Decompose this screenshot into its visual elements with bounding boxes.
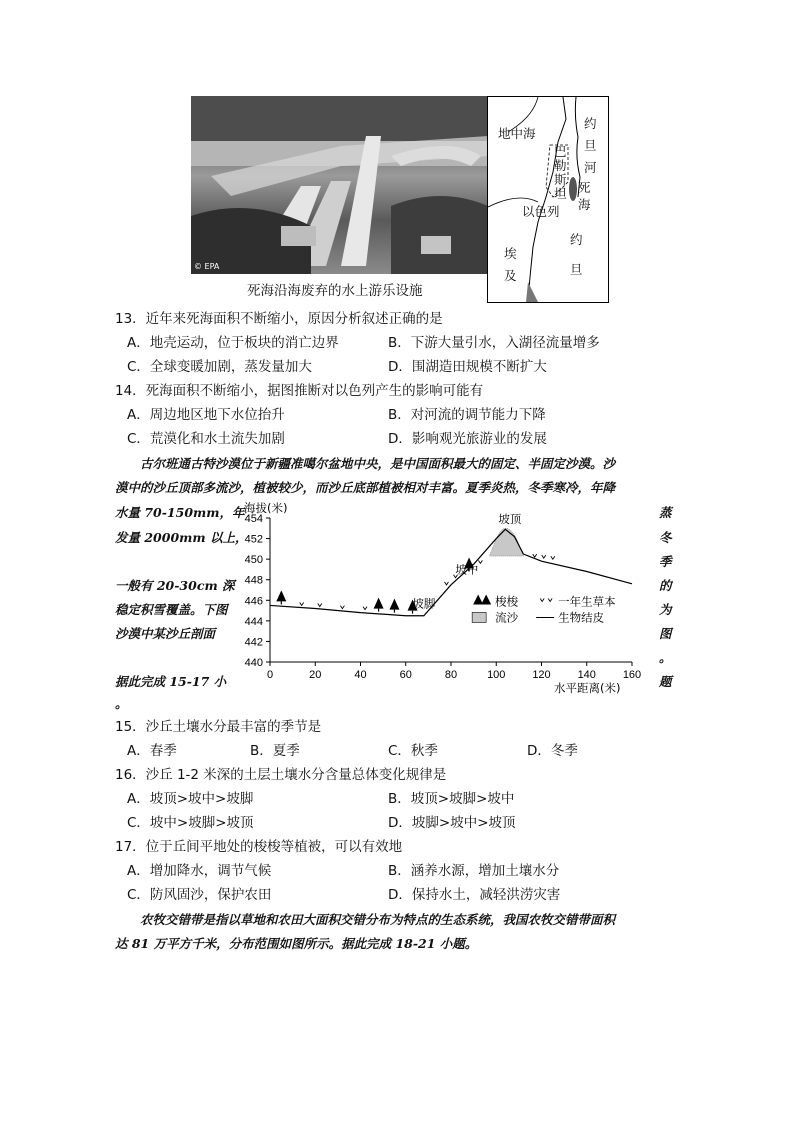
passage2-left1: 水量 70-150mm，年 bbox=[115, 505, 245, 520]
y-tick-label: 452 bbox=[244, 533, 263, 546]
x-tick-label: 120 bbox=[532, 669, 551, 681]
q14-option-c[interactable]: C．荒漠化和水土流失加剧 bbox=[127, 431, 285, 447]
annual-herb-mark bbox=[444, 582, 448, 585]
passage3-line2: 达 81 万平方千米，分布范围如图所示。据此完成 18-21 小题。 bbox=[115, 936, 478, 951]
x-tick-label: 60 bbox=[399, 669, 412, 681]
x-tick-label: 80 bbox=[444, 669, 458, 681]
legend-haloxylon-label: 梭梭 bbox=[495, 594, 519, 609]
q16-option-d[interactable]: D．坡脚>坡中>坡顶 bbox=[388, 815, 516, 831]
q17-option-b[interactable]: B．涵养水源，增加土壤水分 bbox=[388, 863, 560, 879]
passage2-line2: 漠中的沙丘顶部多流沙，植被较少，而沙丘底部植被相对丰富。夏季炎热，冬季寒冷，年降 bbox=[115, 480, 616, 495]
q17-stem: 17．位于丘间平地处的梭梭等植被，可以有效地 bbox=[115, 839, 403, 855]
legend-crust-label: 生物结皮 bbox=[558, 610, 605, 625]
label-jordan-river: 约旦河 bbox=[584, 116, 597, 175]
passage2-left2: 发量 2000mm 以上， bbox=[115, 530, 248, 545]
x-tick-label: 20 bbox=[309, 669, 322, 681]
y-axis-title: 海拔(米) bbox=[244, 501, 288, 515]
q17-option-a[interactable]: A．增加降水，调节气候 bbox=[127, 863, 272, 879]
label-israel: 以色列 bbox=[522, 204, 560, 219]
label-jordan: 约旦 bbox=[570, 232, 583, 277]
passage2-left3: 一般有 20-30cm 深 bbox=[115, 578, 235, 593]
q15-option-a[interactable]: A．春季 bbox=[127, 743, 177, 759]
annual-herb-mark bbox=[340, 606, 344, 609]
annual-herb-mark bbox=[363, 607, 367, 610]
label-mediterranean: 地中海 bbox=[498, 126, 536, 141]
photo-credit: © EPA bbox=[194, 262, 220, 271]
q14-stem: 14．死海面积不断缩小，据图推断对以色列产生的影响可能有 bbox=[115, 383, 484, 399]
y-tick-label: 450 bbox=[244, 554, 263, 567]
q16-option-c[interactable]: C．坡中>坡脚>坡顶 bbox=[127, 815, 254, 831]
passage2-right-5: 图 bbox=[659, 626, 672, 641]
q16-option-b[interactable]: B．坡顶>坡脚>坡中 bbox=[388, 791, 515, 807]
passage2-left5: 沙漠中某沙丘剖面 bbox=[115, 626, 216, 641]
q14-option-a[interactable]: A．周边地区地下水位抬升 bbox=[127, 407, 285, 423]
label-palestine: 巴勒斯坦 bbox=[554, 144, 567, 201]
x-tick-label: 40 bbox=[354, 669, 367, 681]
annual-herb-mark bbox=[318, 604, 322, 607]
q17-option-d[interactable]: D．保持水土，减轻洪涝灾害 bbox=[388, 887, 561, 903]
photo-illustration bbox=[191, 96, 488, 274]
legend-haloxylon-icon bbox=[473, 594, 483, 604]
annotation-2: 坡脚 bbox=[412, 596, 436, 611]
q16-stem: 16．沙丘 1-2 米深的土层土壤水分含量总体变化规律是 bbox=[115, 767, 447, 783]
annotation-0: 坡顶 bbox=[498, 512, 522, 527]
annotation-1: 坡中 bbox=[455, 562, 479, 577]
annual-herb-mark bbox=[478, 560, 482, 563]
q15-stem: 15．沙丘土壤水分最丰富的季节是 bbox=[115, 719, 322, 735]
q16-option-a[interactable]: A．坡顶>坡中>坡脚 bbox=[127, 791, 254, 807]
y-tick-label: 454 bbox=[244, 513, 263, 525]
passage2-right-6: 。 bbox=[659, 650, 672, 665]
x-tick-label: 160 bbox=[622, 669, 642, 681]
y-tick-label: 446 bbox=[244, 595, 263, 608]
passage2-left7: 。 bbox=[115, 696, 128, 711]
legend-haloxylon-icon-2 bbox=[481, 594, 491, 604]
q17-option-c[interactable]: C．防风固沙，保护农田 bbox=[127, 887, 272, 903]
quicksand-patch bbox=[489, 528, 523, 556]
q13-option-a[interactable]: A．地壳运动，位于板块的消亡边界 bbox=[127, 335, 339, 351]
passage2-left4: 稳定积雪覆盖。下图 bbox=[115, 602, 228, 617]
q13-option-c[interactable]: C．全球变暖加剧，蒸发量加大 bbox=[127, 359, 312, 375]
passage2-right-1: 冬 bbox=[659, 530, 672, 545]
legend-herb-icon bbox=[540, 598, 552, 601]
q14-option-b[interactable]: B．对河流的调节能力下降 bbox=[388, 407, 546, 423]
q15-option-d[interactable]: D．冬季 bbox=[527, 743, 578, 759]
passage2-left6: 据此完成 15-17 小 bbox=[115, 674, 227, 689]
label-egypt: 埃及 bbox=[504, 246, 517, 283]
q15-option-c[interactable]: C．秋季 bbox=[388, 743, 438, 759]
annual-herb-mark bbox=[551, 556, 555, 559]
q13-stem: 13．近年来死海面积不断缩小，原因分析叙述正确的是 bbox=[115, 311, 443, 327]
passage2-right-2: 季 bbox=[659, 554, 672, 569]
y-tick-label: 442 bbox=[244, 636, 263, 649]
label-dead-sea: 死海 bbox=[578, 180, 591, 212]
legend-quicksand-icon bbox=[472, 612, 486, 622]
passage2-line1: 古尔班通古特沙漠位于新疆准噶尔盆地中央，是中国面积最大的固定、半固定沙漠。沙 bbox=[140, 456, 616, 471]
passage2-right-4: 为 bbox=[659, 602, 672, 617]
dune-profile-chart bbox=[228, 494, 656, 694]
q13-option-d[interactable]: D．围湖造田规模不断扩大 bbox=[388, 359, 547, 375]
abandoned-water-park-photo bbox=[191, 96, 488, 274]
q14-option-d[interactable]: D．影响观光旅游业的发展 bbox=[388, 431, 547, 447]
y-tick-label: 444 bbox=[244, 615, 263, 628]
passage2-right-7: 题 bbox=[659, 674, 672, 689]
legend-herb-label: 一年生草本 bbox=[558, 594, 616, 609]
x-tick-label: 140 bbox=[577, 669, 596, 681]
annual-herb-mark bbox=[542, 555, 546, 558]
haloxylon-tree-mark bbox=[389, 599, 399, 610]
y-tick-label: 448 bbox=[244, 574, 263, 587]
q13-option-b[interactable]: B．下游大量引水，入湖径流量增多 bbox=[388, 335, 600, 351]
x-axis-title: 水平距离(米) bbox=[554, 681, 621, 694]
passage2-right-3: 的 bbox=[659, 578, 672, 593]
x-tick-label: 0 bbox=[266, 669, 274, 681]
y-tick-label: 440 bbox=[244, 657, 263, 669]
passage2-right-0: 蒸 bbox=[659, 505, 672, 520]
passage3-line1: 农牧交错带是指以草地和农田大面积交错分布为特点的生态系统，我国农牧交错带面积 bbox=[140, 912, 616, 927]
annual-herb-mark bbox=[300, 602, 304, 605]
dead-sea-region-map bbox=[487, 96, 609, 303]
legend-quicksand-label: 流沙 bbox=[495, 610, 519, 625]
q15-option-b[interactable]: B．夏季 bbox=[250, 743, 300, 759]
photo-caption: 死海沿海废弃的水上游乐设施 bbox=[247, 283, 423, 299]
annual-herb-mark bbox=[533, 554, 537, 557]
x-tick-label: 100 bbox=[487, 669, 506, 681]
haloxylon-tree-mark bbox=[374, 598, 384, 609]
haloxylon-tree-mark bbox=[276, 590, 286, 601]
